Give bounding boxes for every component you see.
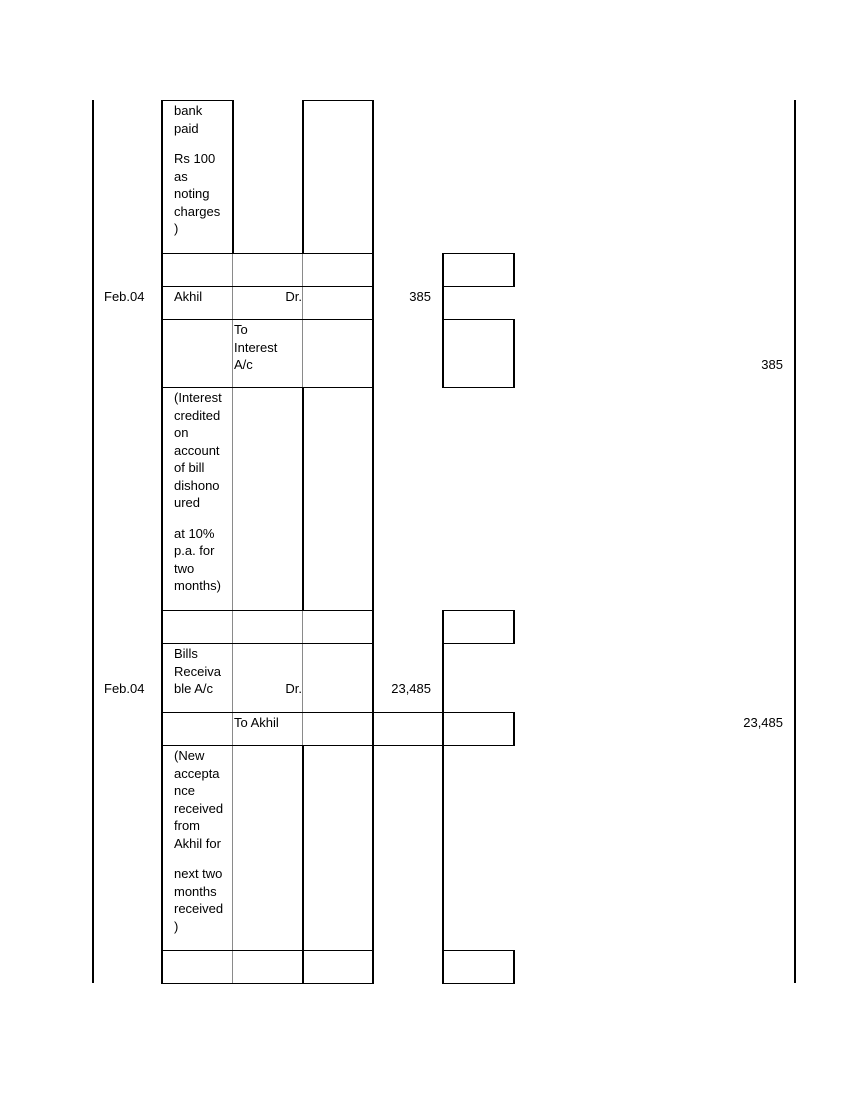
grid-line — [161, 712, 515, 713]
entry-date: Feb.04 — [104, 681, 145, 696]
grid-line — [513, 712, 515, 745]
grid-line — [302, 100, 304, 253]
credit-account: To Akhil — [234, 715, 279, 730]
grid-line — [161, 100, 233, 101]
grid-line — [442, 983, 515, 984]
grid-line — [161, 643, 374, 644]
grid-line — [161, 950, 374, 951]
grid-line — [442, 286, 515, 287]
credit-account: To Interest A/c — [234, 322, 278, 372]
grid-line — [513, 610, 515, 643]
narration-continued: bank paid Rs 100 as noting charges ) — [174, 103, 221, 236]
grid-line — [513, 319, 515, 387]
grid-line — [442, 610, 444, 745]
debit-account: Bills Receiva ble A/c — [174, 646, 221, 696]
grid-line — [302, 388, 304, 610]
debit-account: Akhil — [174, 289, 203, 304]
grid-line — [232, 253, 233, 983]
narration: (New accepta nce received from Akhil for next two months received ) — [174, 748, 224, 934]
grid-line — [442, 319, 515, 320]
narration: (Interest credited on account of bill dishono ured at 10% p.a. for two months) — [174, 390, 222, 593]
debit-amount: 23,485 — [391, 681, 431, 696]
grid-line — [161, 286, 374, 287]
grid-line — [442, 950, 515, 951]
debit-amount: 385 — [409, 289, 431, 304]
credit-amount: 23,485 — [743, 715, 783, 730]
dr-marker: Dr. — [285, 289, 302, 304]
grid-line — [442, 253, 515, 254]
credit-amount: 385 — [761, 357, 783, 372]
grid-line — [442, 253, 444, 387]
grid-line — [513, 950, 515, 983]
grid-line — [161, 387, 374, 388]
grid-line — [513, 253, 515, 286]
grid-line — [161, 253, 374, 254]
right-border — [794, 100, 796, 983]
grid-line — [161, 983, 374, 984]
grid-line — [232, 100, 234, 253]
grid-line — [302, 253, 303, 388]
grid-line — [161, 745, 515, 746]
grid-line — [161, 610, 374, 611]
entry-date: Feb.04 — [104, 289, 145, 304]
grid-line — [302, 610, 303, 745]
grid-line — [442, 643, 515, 644]
grid-line — [161, 319, 374, 320]
grid-line — [302, 100, 374, 101]
grid-line — [442, 610, 515, 611]
dr-marker: Dr. — [285, 681, 302, 696]
grid-line — [442, 745, 444, 983]
grid-line — [442, 387, 515, 388]
grid-line — [302, 745, 304, 983]
grid-line — [372, 100, 374, 983]
left-border — [92, 100, 94, 983]
grid-line — [161, 100, 163, 983]
